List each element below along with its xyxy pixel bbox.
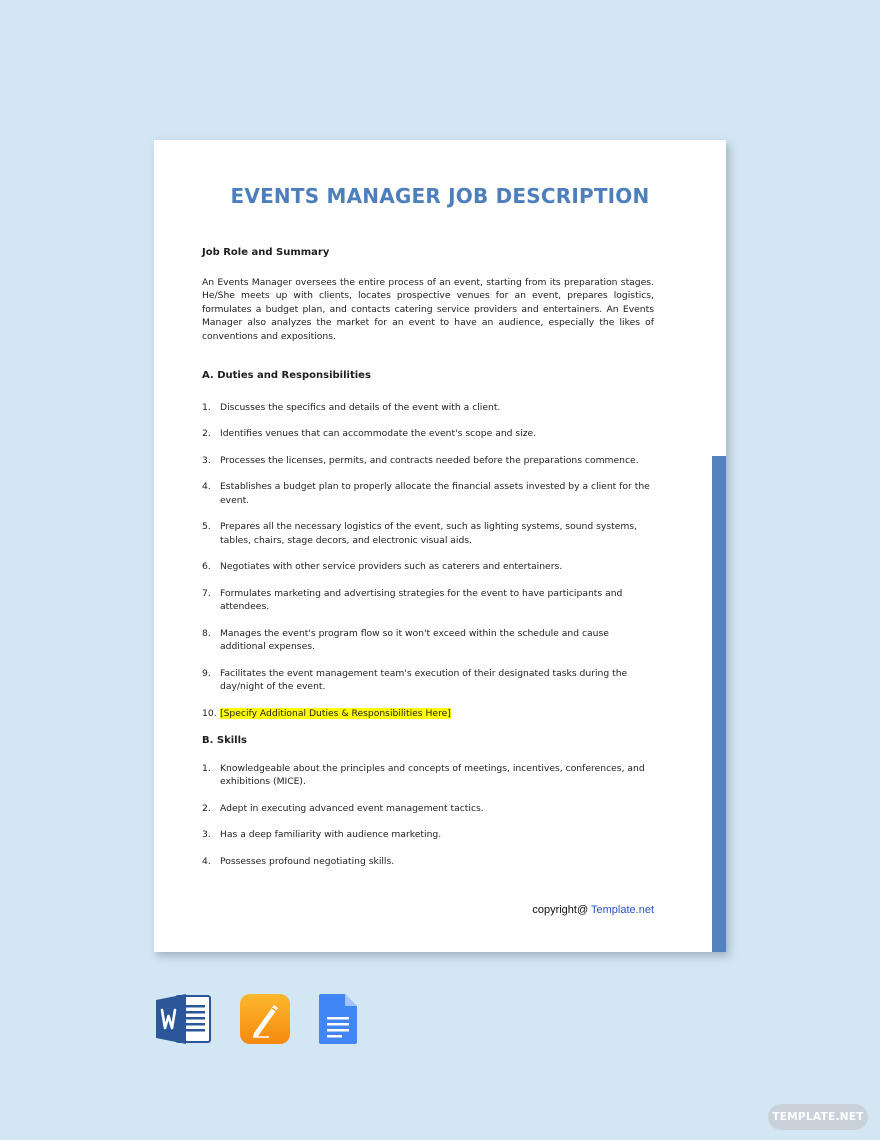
duty-text: Identifies venues that can accommodate the event's scope and size. <box>220 428 537 439</box>
word-icon[interactable] <box>156 993 212 1045</box>
duty-text: Processes the licenses, permits, and contracts needed before the preparations commence. <box>220 454 639 466</box>
duty-number: 9. <box>202 667 211 679</box>
document-page <box>154 140 726 952</box>
skill-text: Adept in executing advanced event management tactics. <box>220 802 484 814</box>
duty-text: Formulates marketing and advertising strategies for the event to have participants and attendees. <box>220 587 623 612</box>
skill-item <box>202 802 654 816</box>
skill-item <box>202 828 654 842</box>
skill-item <box>202 762 654 789</box>
duty-item <box>202 401 654 415</box>
duty-item <box>202 587 654 614</box>
duty-text: Manages the event's program flow so it won't exceed within the schedule and cause additional expenses. <box>220 627 609 652</box>
duty-number: 8. <box>202 627 211 639</box>
skill-number: 1. <box>202 762 211 774</box>
summary-text: An Events Manager oversees the entire process of an event, starting from its preparation stages. He/She meets up with clients, locates prospective venues for an event, prepares logistics, formulates a budget plan, and contacts catering service providers and entertainers. An Events Manager also analyzes the market for an event to have an audience, especially the likes of conventions and expositions. <box>202 276 654 342</box>
summary-heading: Job Role and Summary <box>202 247 330 258</box>
duty-item <box>202 707 654 721</box>
copyright-link[interactable]: Template.net <box>591 904 654 916</box>
template-net-badge[interactable]: TEMPLATE.NET <box>768 1104 868 1130</box>
skill-item <box>202 855 654 869</box>
duty-number: 2. <box>202 428 211 439</box>
duty-placeholder-highlight: [Specify Additional Duties & Responsibilities Here] <box>220 707 451 719</box>
duties-list <box>202 401 654 721</box>
skill-number: 4. <box>202 855 211 867</box>
duty-number: 3. <box>202 454 211 466</box>
duty-number: 5. <box>202 521 211 532</box>
skill-text: Possesses profound negotiating skills. <box>220 855 395 867</box>
skills-heading: B. Skills <box>202 735 247 746</box>
pages-icon[interactable] <box>239 993 291 1045</box>
duty-item <box>202 454 654 468</box>
duty-text: Negotiates with other service providers such as caterers and entertainers. <box>220 561 563 572</box>
duty-item <box>202 480 654 507</box>
skill-number: 3. <box>202 829 211 840</box>
skills-list <box>202 762 654 869</box>
duty-number: 6. <box>202 561 211 572</box>
duty-item <box>202 520 654 547</box>
skill-text: Knowledgeable about the principles and concepts of meetings, incentives, conferences, and exhibitions (MICE). <box>220 762 645 787</box>
skill-text: Has a deep familiarity with audience marketing. <box>220 829 442 840</box>
google-docs-icon[interactable] <box>318 993 358 1045</box>
duty-number: 4. <box>202 481 211 492</box>
duty-number: 1. <box>202 401 211 413</box>
document-title: EVENTS MANAGER JOB DESCRIPTION <box>230 184 650 208</box>
duty-item <box>202 627 654 654</box>
skill-number: 2. <box>202 802 211 814</box>
duties-heading: A. Duties and Responsibilities <box>202 370 371 381</box>
duty-text: Discusses the specifics and details of the event with a client. <box>220 401 501 413</box>
duty-number: 10. <box>202 707 217 719</box>
duty-item <box>202 427 654 441</box>
duty-text: Establishes a budget plan to properly allocate the financial assets invested by a client for the event. <box>220 481 650 506</box>
duty-text: Prepares all the necessary logistics of the event, such as lighting systems, sound systems, tables, chairs, stage decors, and electronic visual aids. <box>220 521 638 546</box>
duty-number: 7. <box>202 587 211 599</box>
duty-item <box>202 667 654 694</box>
duty-item <box>202 560 654 574</box>
copyright-footer <box>532 904 654 916</box>
duty-text: Facilitates the event management team's execution of their designated tasks during the day/night of the event. <box>220 667 628 692</box>
document-body <box>202 246 654 881</box>
copyright-label: copyright@ <box>532 904 592 916</box>
page-side-stripe <box>712 456 726 952</box>
